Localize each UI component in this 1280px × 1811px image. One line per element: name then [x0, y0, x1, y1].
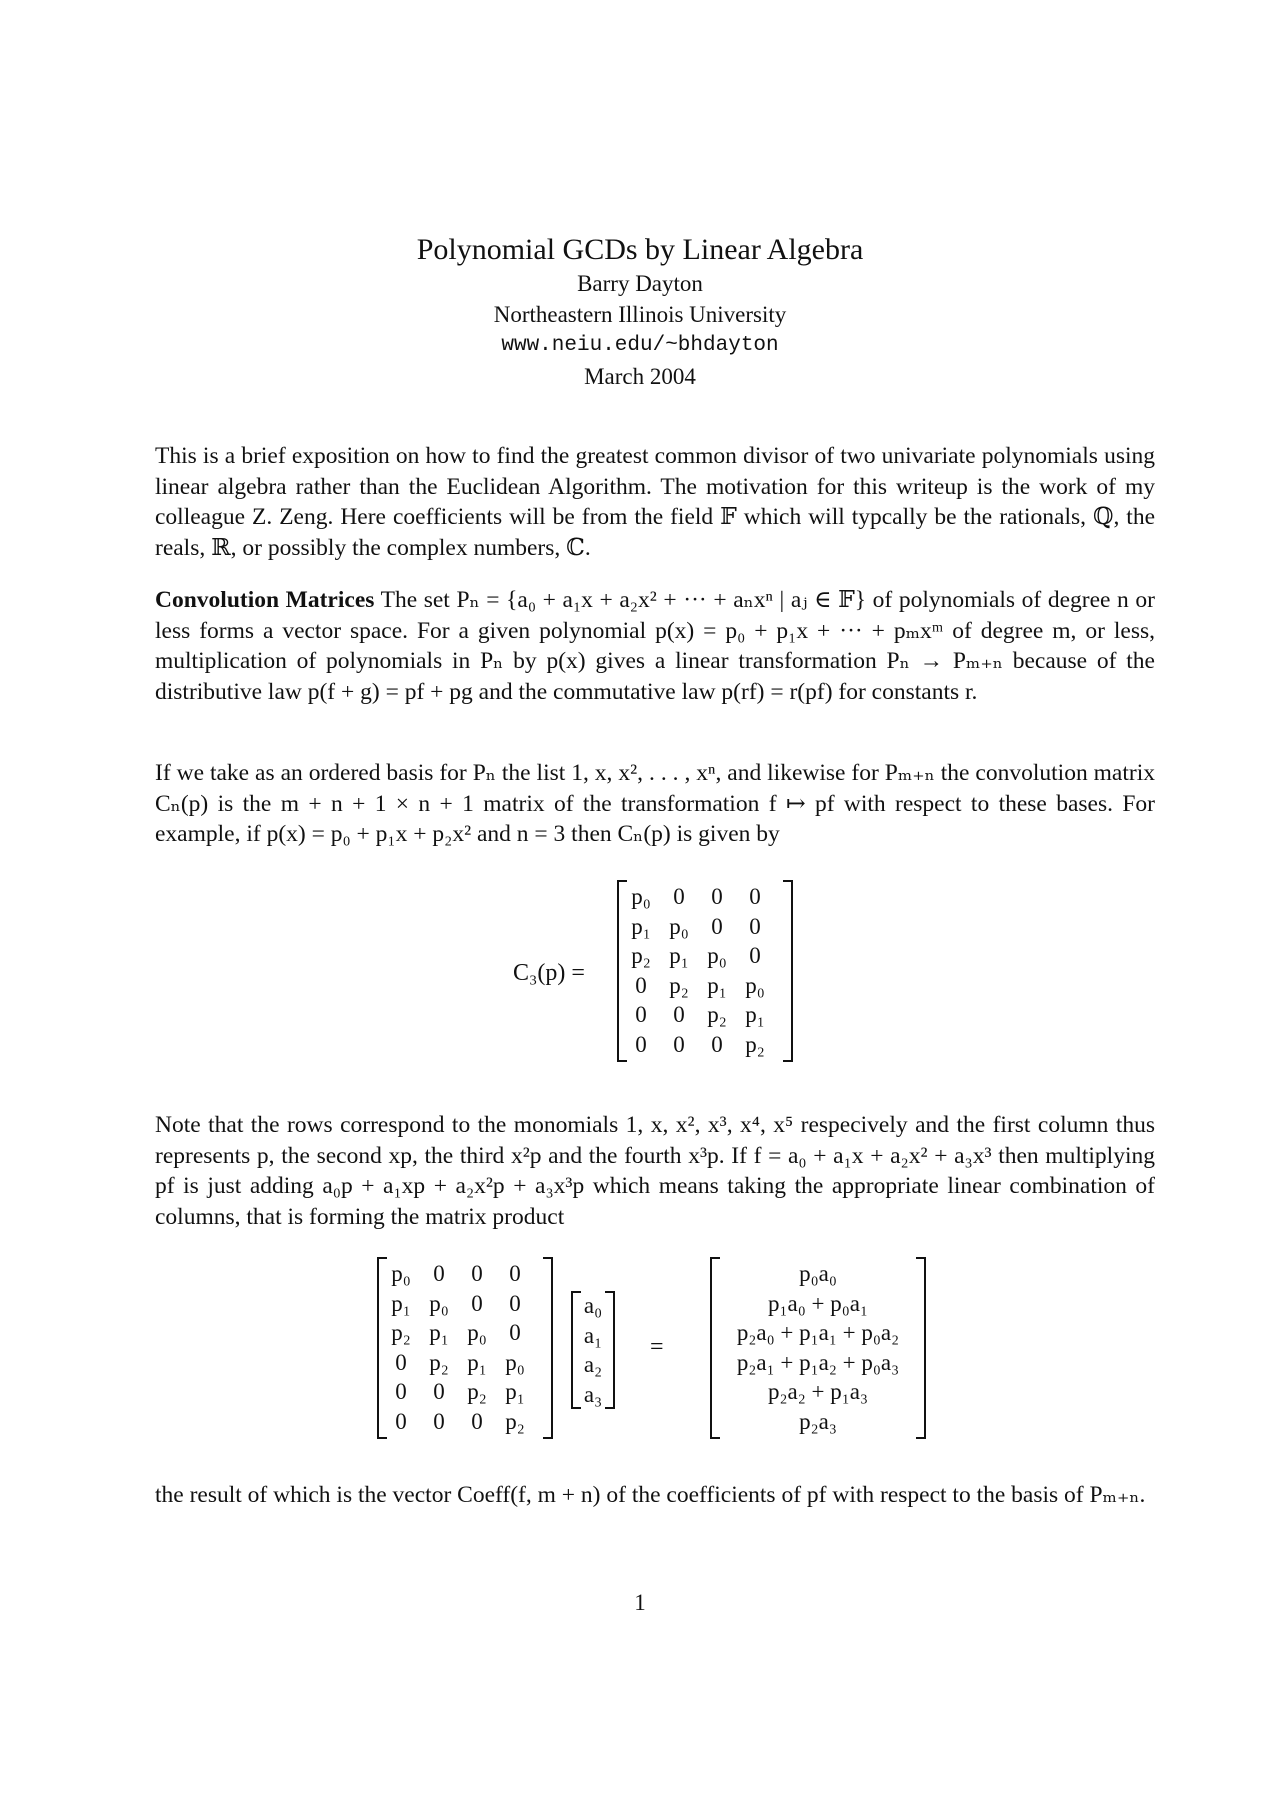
- matrix-cell: 0: [395, 1408, 407, 1434]
- matrix-cell: p₁: [391, 1290, 411, 1316]
- result-vector: [710, 1257, 926, 1439]
- matrix-cell: 0: [509, 1320, 521, 1345]
- matrix-cell: p₂: [745, 1031, 765, 1057]
- paragraph-result: the result of which is the vector Coeff(f, m + n) of the coefficients of pf with respect to the basis of Pₘ₊ₙ.: [155, 1482, 1146, 1508]
- section-text: The set Pₙ = {a₀ + a₁x + a₂x² + ··· + aₙxⁿ | aⱼ ∈ 𝔽} of polynomials of degree n or less forms a vector space. For a given polynomial p(x) = p₀ + p₁x + ··· + pₘxᵐ of degree m, or less, multiplication of polynomials in Pₙ by p(x) gives a linear transformation Pₙ → Pₘ₊ₙ because of the distributive law p(f + g) = pf + pg and the commutative law p(rf) = r(pf) for constants r.: [155, 587, 1155, 705]
- matrix-cell: a₂: [583, 1352, 603, 1377]
- matrix-cell: a₃: [583, 1381, 603, 1407]
- convolution-matrix-2: [377, 1257, 553, 1439]
- matrix-cell: 0: [433, 1408, 445, 1434]
- matrix-cell: p₁: [467, 1349, 487, 1375]
- paper-title: Polynomial GCDs by Linear Algebra: [416, 233, 864, 266]
- matrix-cell: p₀: [631, 884, 651, 909]
- title-block: [0, 232, 1280, 392]
- matrix-cell: 0: [711, 1031, 723, 1057]
- matrix-cell: 0: [749, 913, 761, 939]
- intro-paragraph: This is a brief exposition on how to find the greatest common divisor of two univariate polynomials using linear algebra rather than the Euclidean Algorithm. The motivation for this writeup is the work of my colleague Z. Zeng. Here coefficients will be from the field 𝔽 which will typcally be the rationals, ℚ, the reals, ℝ, or possibly the complex numbers, ℂ.: [155, 443, 1155, 561]
- matrix-cell: a₀: [583, 1293, 603, 1318]
- matrix-cell: p₂: [669, 972, 689, 998]
- section-heading: Convolution Matrices: [155, 587, 375, 613]
- matrix-cell: a₁: [583, 1322, 603, 1348]
- matrix-cell: p₁a₀ + p₀a₁: [768, 1290, 868, 1316]
- matrix-cell: p₀: [745, 972, 765, 998]
- coefficient-vector: [571, 1291, 615, 1409]
- matrix-cell: 0: [509, 1261, 521, 1286]
- author-url[interactable]: www.neiu.edu/~bhdayton: [501, 334, 779, 357]
- matrix-cell: 0: [749, 884, 761, 909]
- matrix-cell: 0: [635, 1031, 647, 1057]
- matrix-cell: p₀: [505, 1349, 525, 1375]
- matrix-product: [0, 1257, 1280, 1452]
- matrix-cell: 0: [395, 1379, 407, 1404]
- matrix-cell: 0: [673, 1031, 685, 1057]
- equals-sign: =: [650, 1334, 664, 1360]
- matrix-cell: p₀: [467, 1320, 487, 1345]
- matrix-cell: p₂a₂ + p₁a₃: [768, 1379, 868, 1404]
- matrix-cell: p₀: [429, 1290, 449, 1316]
- matrix-cell: 0: [673, 1002, 685, 1027]
- matrix-cell: 0: [711, 913, 723, 939]
- convolution-matrix: [617, 880, 793, 1062]
- matrix-cell: p₂: [707, 1002, 727, 1027]
- matrix-cell: 0: [471, 1290, 483, 1316]
- matrix-cell: p₀: [669, 913, 689, 939]
- paragraph-monomials: Note that the rows correspond to the monomials 1, x, x², x³, x⁴, x⁵ respecively and the first column thus represents p, the second xp, the third x²p and the fourth x³p. If f = a₀ + a₁x + a₂x² + a₃x³ then multiplying pf is just adding a₀p + a₁xp + a₂x²p + a₃x³p which means taking the appropriate linear combination of columns, that is forming the matrix product: [155, 1112, 1155, 1230]
- matrix-cell: p₁: [429, 1320, 449, 1345]
- matrix-cell: p₂a₀ + p₁a₁ + p₀a₂: [736, 1320, 900, 1345]
- matrix-cell: p₁: [631, 913, 651, 939]
- affiliation: Northeastern Illinois University: [493, 302, 787, 327]
- matrix-cell: 0: [471, 1408, 483, 1434]
- matrix-cell: 0: [471, 1261, 483, 1286]
- author: Barry Dayton: [577, 271, 703, 296]
- matrix-cell: p₀: [707, 943, 727, 968]
- matrix-cell: 0: [395, 1349, 407, 1375]
- matrix-cell: 0: [749, 943, 761, 968]
- date: March 2004: [584, 364, 696, 389]
- matrix-c3p: [0, 880, 1280, 1070]
- matrix-cell: 0: [509, 1290, 521, 1316]
- paragraph-basis: If we take as an ordered basis for Pₙ the list 1, x, x², . . . , xⁿ, and likewise for Pₘ₊ₙ the convolution matrix Cₙ(p) is the m + n + 1 × n + 1 matrix of the transformation f ↦ pf with respect to these bases. For example, if p(x) = p₀ + p₁x + p₂x² and n = 3 then Cₙ(p) is given by: [155, 760, 1155, 848]
- matrix-cell: p₂: [467, 1379, 487, 1404]
- matrix-cell: p₂: [631, 943, 651, 968]
- matrix-label: C₃(p) =: [513, 960, 585, 986]
- matrix-cell: 0: [635, 972, 647, 998]
- matrix-cell: p₁: [669, 943, 689, 968]
- matrix-cell: 0: [433, 1379, 445, 1404]
- matrix-cell: p₂a₁ + p₁a₂ + p₀a₃: [736, 1349, 900, 1375]
- matrix-cell: p₂: [505, 1408, 525, 1434]
- matrix-cell: p₀a₀: [799, 1261, 837, 1286]
- matrix-cell: p₁: [745, 1002, 765, 1027]
- matrix-cell: 0: [635, 1002, 647, 1027]
- matrix-cell: p₁: [505, 1379, 525, 1404]
- matrix-cell: 0: [673, 884, 685, 909]
- matrix-cell: p₀: [391, 1261, 411, 1286]
- matrix-cell: 0: [711, 884, 723, 909]
- page-number: 1: [634, 1590, 646, 1615]
- section-convolution-matrices: [155, 585, 1155, 707]
- matrix-cell: p₂: [391, 1320, 411, 1345]
- matrix-cell: p₂a₃: [799, 1408, 837, 1434]
- matrix-cell: p₁: [707, 972, 727, 998]
- matrix-cell: 0: [433, 1261, 445, 1286]
- matrix-cell: p₂: [429, 1349, 449, 1375]
